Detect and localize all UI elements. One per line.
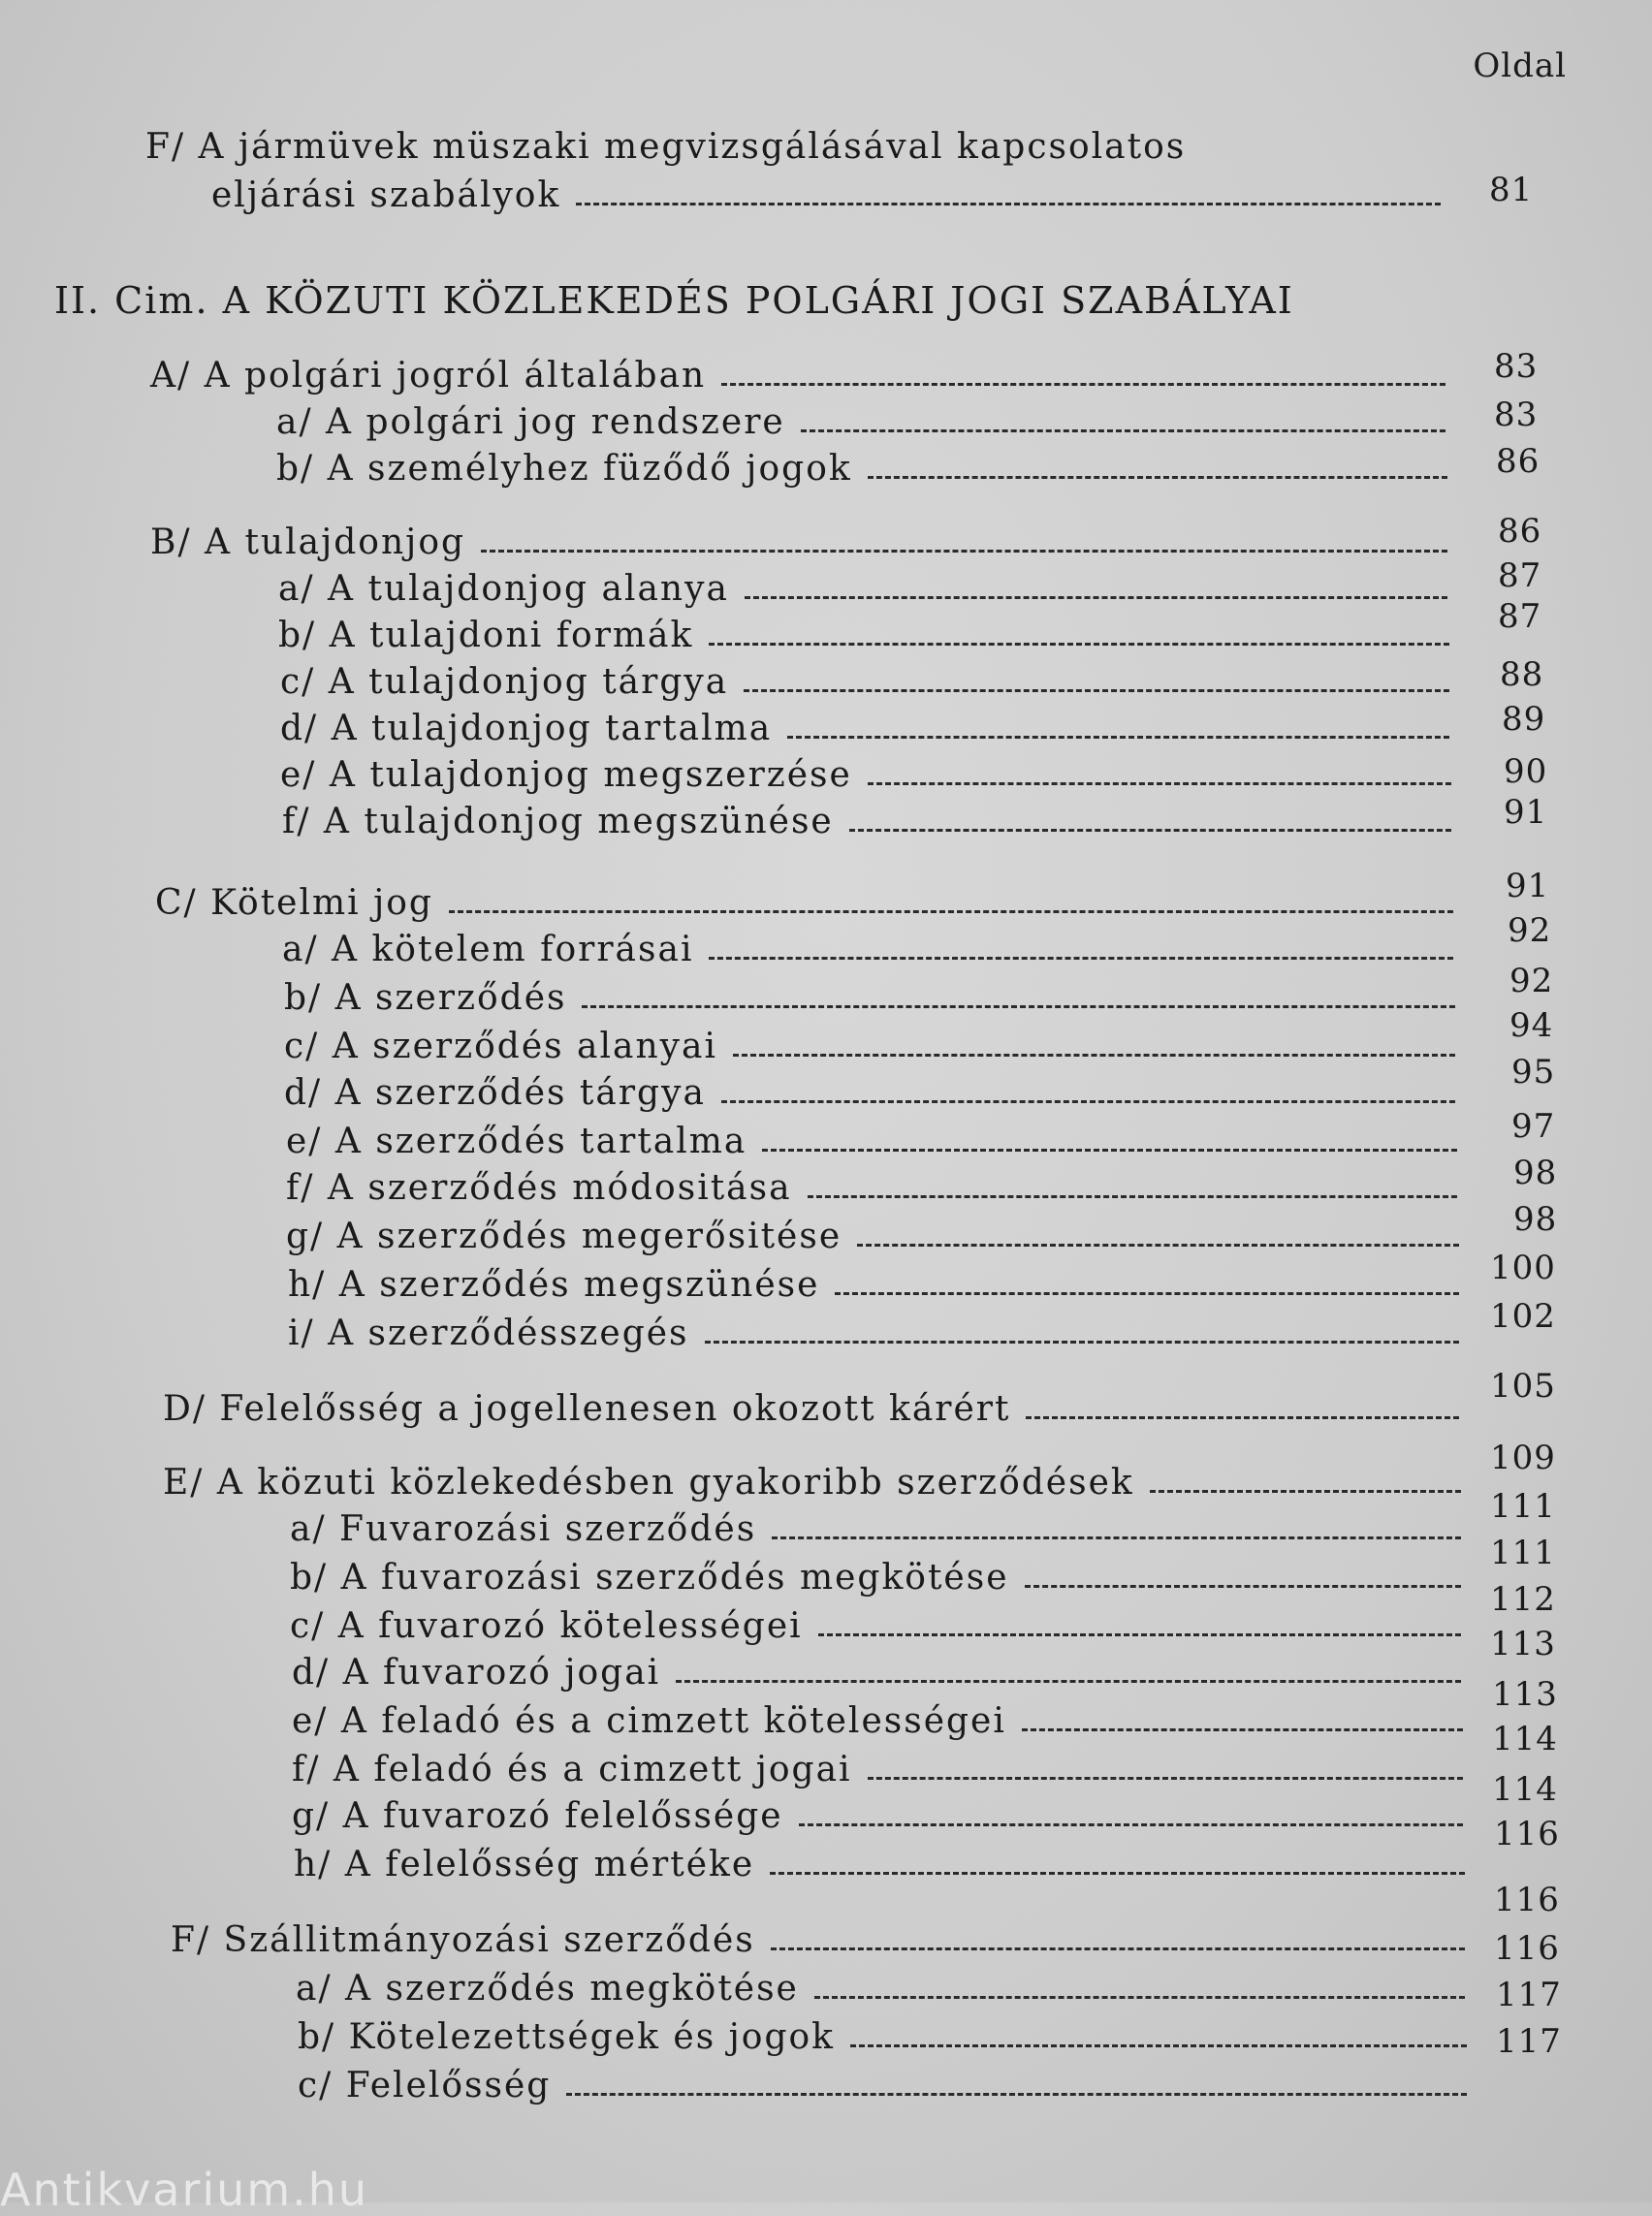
dot-leader xyxy=(772,1536,1461,1539)
dot-leader xyxy=(818,1633,1461,1636)
toc-page-number: 117 xyxy=(1496,2022,1562,2061)
dot-leader xyxy=(676,1680,1461,1683)
dot-leader xyxy=(799,1823,1463,1826)
toc-entry-text: h/ A felelősség mértéke xyxy=(294,1845,755,1884)
toc-page-number: 94 xyxy=(1509,1006,1554,1045)
toc-entry xyxy=(280,661,1449,704)
toc-page-number: 97 xyxy=(1511,1107,1556,1146)
dot-leader xyxy=(449,910,1453,913)
dot-leader xyxy=(787,736,1449,739)
toc-page-number: 116 xyxy=(1494,1881,1560,1919)
toc-entry-text: a/ A polgári jog rendszere xyxy=(276,402,785,442)
toc-entry-text: a/ A kötelem forrásai xyxy=(282,930,694,969)
toc-entry-text: F/ A jármüvek müszaki megvizsgálásával kapcsolatos xyxy=(145,127,1187,167)
toc-entry xyxy=(163,1388,1459,1431)
dot-leader xyxy=(582,1005,1455,1008)
dot-leader xyxy=(709,957,1453,960)
toc-entry-text: eljárási szabályok xyxy=(211,175,561,215)
toc-entry xyxy=(284,1026,1455,1068)
toc-page-number: 81 xyxy=(1489,171,1534,209)
toc-page-number: 86 xyxy=(1496,442,1541,481)
toc-entry xyxy=(171,1919,1465,1962)
toc-page-number: 95 xyxy=(1511,1053,1556,1092)
dot-leader xyxy=(835,1292,1459,1295)
toc-entry xyxy=(163,1462,1461,1504)
toc-entry xyxy=(286,1121,1457,1163)
toc-entry xyxy=(288,1313,1459,1355)
toc-entry xyxy=(282,929,1453,971)
toc-entry-text: E/ A közuti közlekedésben gyakoribb szerződések xyxy=(163,1463,1134,1503)
toc-entry-text: g/ A szerződés megerősitése xyxy=(286,1217,842,1256)
chapter-title: II. Cim. A KÖZUTI KÖZLEKEDÉS POLGÁRI JOGI SZABÁLYAI xyxy=(54,279,1294,322)
toc-page-number: 105 xyxy=(1490,1367,1556,1406)
toc-page-number: 83 xyxy=(1494,347,1539,386)
dot-leader xyxy=(745,596,1447,599)
toc-entry xyxy=(290,1605,1461,1648)
toc-entry xyxy=(211,174,1441,217)
toc-entry-text: B/ A tulajdonjog xyxy=(150,522,466,562)
toc-entry-text: a/ A szerződés megkötése xyxy=(296,1969,799,2009)
toc-page-number: 98 xyxy=(1513,1154,1558,1192)
toc-entry-text: b/ A fuvarozási szerződés megkötése xyxy=(290,1558,1009,1598)
toc-entry-text: g/ A fuvarozó felelőssége xyxy=(292,1796,783,1836)
toc-entry-text: b/ A szerződés xyxy=(284,978,567,1018)
toc-entry xyxy=(150,355,1446,397)
toc-entry-text: f/ A tulajdonjog megszünése xyxy=(282,802,834,841)
toc-entry-text: C/ Kötelmi jog xyxy=(155,883,433,923)
toc-entry-text: f/ A szerződés módositása xyxy=(286,1168,792,1208)
toc-entry-text: F/ Szállitmányozási szerződés xyxy=(171,1920,755,1960)
toc-entry xyxy=(292,1700,1463,1743)
toc-entry xyxy=(292,1749,1463,1791)
dot-leader xyxy=(849,829,1451,832)
dot-leader xyxy=(721,1100,1455,1103)
toc-entry xyxy=(292,1795,1463,1838)
toc-page-number: 113 xyxy=(1490,1625,1556,1663)
toc-entry xyxy=(278,568,1447,611)
toc-page-number: 114 xyxy=(1492,1770,1558,1809)
dot-leader xyxy=(744,689,1449,692)
dot-leader xyxy=(1150,1490,1461,1493)
toc-page-number: 89 xyxy=(1502,700,1546,739)
toc-page-number: 87 xyxy=(1498,556,1542,595)
toc-entry xyxy=(296,1968,1465,2010)
toc-page-number: 113 xyxy=(1492,1675,1558,1714)
toc-entry xyxy=(280,708,1449,750)
dot-leader xyxy=(771,1947,1465,1950)
toc-entry xyxy=(284,977,1455,1020)
dot-leader xyxy=(721,383,1446,386)
toc-page-number: 86 xyxy=(1498,512,1542,551)
dot-leader xyxy=(1022,1728,1463,1731)
dot-leader xyxy=(850,2044,1467,2047)
toc-entry-text: e/ A szerződés tartalma xyxy=(286,1122,747,1161)
toc-entry-text: e/ A tulajdonjog megszerzése xyxy=(280,755,852,795)
toc-page-number: 112 xyxy=(1490,1580,1556,1619)
toc-page-number: 91 xyxy=(1506,867,1550,905)
toc-entry-text: b/ A tulajdoni formák xyxy=(278,616,694,655)
dot-leader xyxy=(868,782,1451,785)
toc-entry-text: c/ Felelősség xyxy=(298,2066,552,2105)
toc-entry-text: b/ A személyhez füződő jogok xyxy=(276,449,852,489)
dot-leader xyxy=(566,2093,1467,2096)
toc-entry xyxy=(155,882,1453,925)
toc-page-number: 98 xyxy=(1513,1200,1558,1239)
toc-page-number: 109 xyxy=(1490,1439,1556,1477)
toc-entry-text: D/ Felelősség a jogellenesen okozott kárért xyxy=(163,1389,1011,1429)
toc-page-number: 87 xyxy=(1498,597,1542,636)
toc-entry-text: h/ A szerződés megszünése xyxy=(288,1265,820,1305)
toc-entry xyxy=(290,1508,1461,1551)
dot-leader xyxy=(1025,1585,1461,1588)
toc-entry-text: c/ A tulajdonjog tárgya xyxy=(280,662,729,702)
toc-entry-text: f/ A feladó és a cimzett jogai xyxy=(292,1750,852,1789)
toc-page-number: 92 xyxy=(1508,911,1552,950)
toc-entry-text: i/ A szerződésszegés xyxy=(288,1314,689,1353)
dot-leader xyxy=(857,1244,1459,1247)
toc-entry-text: A/ A polgári jogról általában xyxy=(150,356,707,396)
toc-page-number: 111 xyxy=(1490,1534,1556,1572)
toc-entry-text: b/ Kötelezettségek és jogok xyxy=(298,2017,835,2057)
dot-leader xyxy=(576,203,1441,206)
toc-entry xyxy=(298,2016,1467,2059)
page-column-header: Oldal xyxy=(1473,47,1567,85)
toc-page-number: 83 xyxy=(1494,396,1539,434)
watermark: Antikvarium.hu xyxy=(0,2164,369,2216)
toc-entry-text: e/ A feladó és a cimzett kötelességei xyxy=(292,1701,1006,1741)
toc-page-number: 90 xyxy=(1504,752,1548,791)
toc-entry xyxy=(286,1167,1457,1210)
toc-entry xyxy=(150,522,1447,564)
toc-page-number: 111 xyxy=(1490,1487,1556,1526)
toc-entry xyxy=(276,401,1446,444)
toc-entry xyxy=(282,801,1451,843)
dot-leader xyxy=(705,1341,1459,1344)
toc-entry xyxy=(278,615,1449,657)
dot-leader xyxy=(1026,1416,1459,1419)
toc-entry xyxy=(298,2065,1467,2107)
toc-entry-text: d/ A szerződés tárgya xyxy=(284,1073,706,1113)
toc-page-number: 117 xyxy=(1496,1976,1562,2014)
dot-leader xyxy=(868,1777,1463,1780)
toc-page-number: 88 xyxy=(1500,655,1544,694)
dot-leader xyxy=(770,1872,1465,1875)
toc-entry xyxy=(294,1844,1465,1886)
dot-leader xyxy=(762,1149,1457,1152)
dot-leader xyxy=(814,1996,1465,1999)
dot-leader xyxy=(733,1054,1455,1057)
toc-entry xyxy=(286,1216,1459,1258)
toc-page-number: 100 xyxy=(1490,1249,1556,1287)
toc-page-number: 91 xyxy=(1504,793,1548,832)
toc-page-number: 114 xyxy=(1492,1720,1558,1758)
dot-leader xyxy=(709,643,1449,646)
toc-entry-text: c/ A szerződés alanyai xyxy=(284,1027,717,1066)
toc-entry xyxy=(292,1652,1461,1694)
toc-entry xyxy=(284,1072,1455,1115)
toc-entry xyxy=(288,1264,1459,1307)
toc-entry-text: d/ A fuvarozó jogai xyxy=(292,1653,661,1693)
toc-page-number: 116 xyxy=(1494,1815,1560,1853)
dot-leader xyxy=(481,550,1447,553)
dot-leader xyxy=(808,1195,1457,1198)
dot-leader xyxy=(801,429,1446,432)
toc-entry-text: a/ Fuvarozási szerződés xyxy=(290,1509,757,1549)
dot-leader xyxy=(868,476,1447,479)
toc-entry-text: c/ A fuvarozó kötelességei xyxy=(290,1606,803,1646)
toc-page-number: 102 xyxy=(1490,1297,1556,1336)
toc-page-number: 116 xyxy=(1494,1929,1560,1968)
toc-entry xyxy=(280,754,1451,797)
toc-entry-text: d/ A tulajdonjog tartalma xyxy=(280,709,773,748)
toc-entry-text: a/ A tulajdonjog alanya xyxy=(278,569,729,609)
toc-page-number: 92 xyxy=(1509,962,1554,1000)
toc-entry xyxy=(276,448,1447,491)
toc-entry xyxy=(290,1557,1461,1599)
